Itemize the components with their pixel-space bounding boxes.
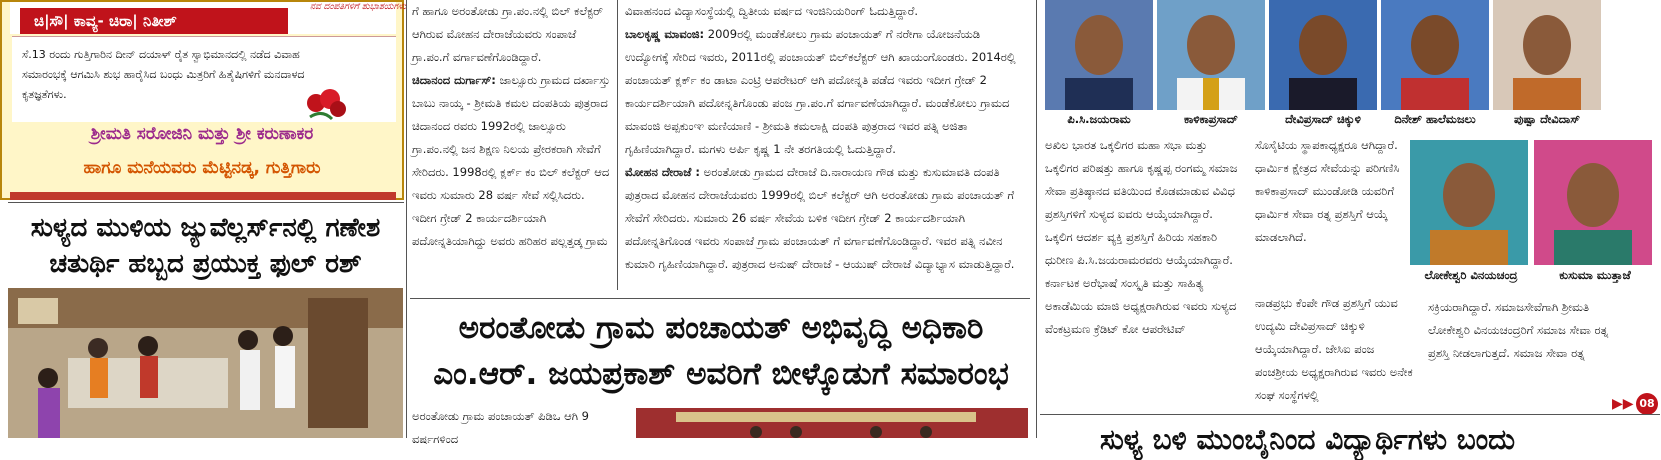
jewellery-store-photo [8, 288, 403, 438]
divider [1040, 414, 1660, 415]
paragraph: ಜಾಲ್ಸೂರು ಗ್ರಾಮದ ದರ್ಖಾಸ್ತು ಬಾಬು ನಾಯ್ಕ - ಶ್ರೀಮತಿ ಕಮಲ ದಂಪತಿಯ ಪುತ್ರರಾದ ಚಿದಾನಂದ ರವರು 1992ರಲ್ಲಿ ಜಾಲ್ಸೂರು ಗ್ರಾ.ಪಂ.ನಲ್ಲಿ ಜನ ಶಿಕ್ಷಣ ನಿಲಯ ಪ್ರೇರಕರಾಗಿ ಸೇವೆಗೆ ಸೇರಿದರು. 1998ರಲ್ಲಿ ಕ್ಲರ್ಕ್ ಕಂ ಬಿಲ್ ಕಲೆಕ್ಟರ್ ಆದ ಇವರು ಸುಮಾರು 28 ವರ್ಷ ಸೇವೆ ಸಲ್ಲಿಸಿದರು. ಇದೀಗ ಗ್ರೇಡ್ 2 ಕಾರ್ಯದರ್ಶಿಯಾಗಿ ಪದೋನ್ನತಿಯಾಗಿದ್ದು ಅವರು ಹರಿಹರ ಪಲ್ಲತ್ತಡ್ಕ ಗ್ರಾಮ [412, 73, 611, 248]
subhead-balakrishna: ಬಾಲಕೃಷ್ಣ ಮಾವಂಜಿ: [625, 27, 705, 41]
left-headline: ಸುಳ್ಯದ ಮುಳಿಯ ಜ್ಯುವೆಲ್ಲರ್ಸ್‌ನಲ್ಲಿ ಗಣೇಶ ಚತುರ್ಥಿ ಹಬ್ಬದ ಪ್ರಯುಕ್ತ ಫುಲ್ ರಶ್ [30, 213, 381, 279]
page-arrow-icon: ▶▶ [1612, 396, 1634, 412]
portrait-photo [1410, 140, 1528, 265]
column-divider [617, 0, 618, 290]
portrait-caption: ಪುಷ್ಪಾ ದೇವಿದಾಸ್ [1513, 112, 1581, 126]
ad-header [10, 2, 407, 34]
portrait-photo [1157, 0, 1265, 110]
portrait-row [1045, 0, 1661, 130]
divider [410, 298, 1030, 299]
award-article-col-1: ಅಖಿಲ ಭಾರತ ಒಕ್ಕಲಿಗರ ಮಹಾ ಸಭಾ ಮತ್ತು ಒಕ್ಕಲಿಗರ ಪರಿಷತ್ತು ಹಾಗೂ ಕೃಷ್ಣಪ್ಪ ರಂಗಮ್ಮ ಸಮಾಜ ಸೇವಾ ಪ್ರತಿಷ್ಠಾನದ ವತಿಯಿಂದ ಕೊಡಮಾಡುವ ವಿವಿಧ ಪ್ರಶಸ್ತಿಗಳಿಗೆ ಸುಳ್ಯದ ಐವರು ಆಯ್ಕೆಯಾಗಿದ್ದಾರೆ. ಒಕ್ಕಲಿಗ ಆದರ್ಶ ವ್ಯಕ್ತಿ ಪ್ರಶಸ್ತಿಗೆ ಹಿರಿಯ ಸಹಕಾರಿ ಧುರೀಣ ಪಿ.ಸಿ.ಜಯರಾಮರವರು ಆಯ್ಕೆಯಾಗಿದ್ದಾರೆ. ಕರ್ನಾಟಕ ಅರೆಭಾಷೆ ಸಂಸ್ಕೃತಿ ಮತ್ತು ಸಾಹಿತ್ಯ ಅಕಾಡೆಮಿಯ ಮಾಜಿ ಅಧ್ಯಕ್ಷರಾಗಿರುವ ಇವರು ಸುಳ್ಯದ ವೆಂಕಟ್ರಮಣ ಕ್ರೆಡಿಟ್ ಕೋ ಆಪರೇಟಿವ್ [1045, 138, 1238, 336]
column-divider [1036, 0, 1037, 438]
portrait-caption: ಲೋಕೇಶ್ವರಿ ವಿನಯಚಂದ್ರ [1424, 268, 1518, 282]
award-article-col-2: ಸೊಸೈಟಿಯ ಸ್ಥಾಪಕಾಧ್ಯಕ್ಷರೂ ಆಗಿದ್ದಾರೆ. ಧಾರ್ಮಿಕ ಕ್ಷೇತ್ರದ ಸೇವೆಯನ್ನು ಪರಿಗಣಿಸಿ ಕಾಳಿಕಾಪ್ರಸಾದ್ ಮುಂಡೋಡಿ ಯವರಿಗೆ ಧಾರ್ಮಿಕ ಸೇವಾ ರತ್ನ ಪ್ರಶಸ್ತಿಗೆ ಆಯ್ಕೆ ಮಾಡಲಾಗಿದೆ. [1255, 138, 1400, 244]
article-column-2 [412, 0, 612, 290]
award-article-col-3: ನಾಡಪ್ರಭು ಕೆಂಪೇ ಗೌಡ ಪ್ರಶಸ್ತಿಗೆ ಯುವ ಉದ್ಯಮಿ ದೇವಿಪ್ರಸಾದ್ ಚಿಕ್ಕುಳಿ ಆಯ್ಕೆಯಾಗಿದ್ದಾರೆ. ಜೇಸಿಐ ಪಂಜ ಪಂಚಶ್ರೀಯ ಅಧ್ಯಕ್ಷರಾಗಿರುವ ಇವರು ಅನೇಕ ಸಂಘ ಸಂಸ್ಥೆಗಳಲ್ಲಿ [1255, 296, 1413, 402]
ad-sender-line: ಶ್ರೀಮತಿ ಸರೋಜಿನಿ ಮತ್ತು ಶ್ರೀ ಕರುಣಾಕರ [90, 124, 314, 144]
portrait-caption: ಕುಸುಮಾ ಮುತ್ತಾಜೆ [1559, 268, 1631, 282]
ceremony-photo [636, 408, 1028, 438]
portrait-caption: ಪಿ.ಸಿ.ಜಯರಾಮ [1067, 112, 1131, 126]
portrait-photo [1045, 0, 1153, 110]
paragraph: ಅರಂತೋಡು ಗ್ರಾಮದ ದೇರಾಜೆ ದಿ.ನಾರಾಯಣ ಗೌಡ ಮತ್ತು ಕುಸುಮಾವತಿ ದಂಪತಿ ಪುತ್ರರಾದ ಮೋಹನ ದೇರಾಜೆಯವರು 1999ರಲ್ಲಿ ಬಿಲ್ ಕಲೆಕ್ಟರ್ ಆಗಿ ಅರಂತೋಡು ಗ್ರಾಮ ಪಂಚಾಯತ್ ಗೆ ಸೇವೆಗೆ ಸೇರಿದರು. ಸುಮಾರು 26 ವರ್ಷ ಸೇವೆಯ ಬಳಿಕ ಇದೀಗ ಗ್ರೇಡ್ 2 ಕಾರ್ಯದರ್ಶಿಯಾಗಿ ಪದೋನ್ನತಿಗೊಂಡ ಇವರು ಸಂಪಾಜೆ ಗ್ರಾಮ ಪಂಚಾಯತ್ ಗೆ ವರ್ಗಾವಣೆಗೊಂಡಿದ್ದಾರೆ. ಇವರ ಪತ್ನಿ ನವೀನ ಕುಮಾರಿ ಗೃಹಿಣಿಯಾಗಿದ್ದಾರೆ. ಪುತ್ರರಾದ ಅನುಷ್ ದೇರಾಜೆ - ಆಯುಷ್ ದೇರಾಜೆ ವಿದ್ಯಾಭ್ಯಾಸ ಮಾಡುತ್ತಿದ್ದಾರೆ. [625, 165, 1015, 271]
portrait-photo [1269, 0, 1377, 110]
paragraph: 2009ರಲ್ಲಿ ಮಂಡೆಕೋಲು ಗ್ರಾಮ ಪಂಚಾಯತ್ ಗೆ ನರೇಗಾ ಯೋಜನೆಯಡಿ ಉದ್ಯೋಗಕ್ಕೆ ಸೇರಿದ ಇವರು, 2011ರಲ್ಲಿ ಪಂಚಾಯತ್ ಬಿಲ್‌ಕಲೆಕ್ಟರ್ ಆಗಿ ಖಾಯಂಗೊಂಡರು. 2014ರಲ್ಲಿ ಪಂಚಾಯತ್ ಕ್ಲರ್ಕ್ ಕಂ ಡಾಟಾ ಎಂಟ್ರಿ ಆಪರೇಟರ್ ಆಗಿ ಪದೋನ್ನತಿ ಪಡೆದ ಇವರು ಇದೀಗ ಗ್ರೇಡ್ 2 ಕಾರ್ಯದರ್ಶಿಯಾಗಿ ಪದೋನ್ನತಿಗೊಂಡು ಪಂಜ ಗ್ರಾ.ಪಂ.ಗೆ ವರ್ಗಾವಣೆಯಾಗಿದ್ದಾರೆ. ಮಂಡೆಕೋಲು ಗ್ರಾಮದ ಮಾವಂಜಿ ಅಪ್ಪಕುಂಞ ಮಣಿಯಾಣಿ - ಶ್ರೀಮತಿ ಕಮಲಾಕ್ಷಿ ದಂಪತಿ ಪುತ್ರರಾದ ಇವರ ಪತ್ನಿ ಅಜಿತಾ ಗೃಹಿಣಿಯಾಗಿದ್ದಾರೆ. ಮಗಳು ಅರ್ಪಿ ಕೃಷ್ಣ 1 ನೇ ತರಗತಿಯಲ್ಲಿ ಓದುತ್ತಿದ್ದಾರೆ. [625, 27, 1016, 156]
portrait-caption: ದಿನೇಶ್ ಹಾಲೆಮಜಲು [1394, 112, 1476, 126]
paragraph: ಗೆ ಹಾಗೂ ಅರಂತೋಡು ಗ್ರಾ.ಪಂ.ನಲ್ಲಿ ಬಿಲ್ ಕಲೆಕ್ಟರ್ ಆಗಿರುವ ಮೋಹನ ದೇರಾಜೆಯವರು ಸಂಪಾಜೆ ಗ್ರಾ.ಪಂ.ಗೆ ವರ್ಗಾವಣೆಗೊಂಡಿದ್ದಾರೆ. [412, 4, 603, 64]
paragraph: ವಿವಾಹನಂದ ವಿದ್ಯಾಸಂಸ್ಥೆಯಲ್ಲಿ ದ್ವಿತೀಯ ವರ್ಷದ ಇಂಜಿನಿಯರಿಂಗ್ ಓದುತ್ತಿದ್ದಾರೆ. [625, 4, 918, 18]
next-headline: ಸುಳ್ಯ ಬಳಿ ಮುಂಬೈನಿಂದ ವಿದ್ಯಾರ್ಥಿಗಳು ಬಂದು [1100, 423, 1516, 456]
portrait-photo [1534, 140, 1652, 265]
subhead-mohana: ಮೋಹನ ದೇರಾಜೆ : [625, 165, 700, 179]
ad-message: ಸೆ.13 ರಂದು ಗುತ್ತಿಗಾರಿನ ದೀನ್ ದಯಾಳ್ ರೈತ ಸ್ವಾಭಿಮಾನದಲ್ಲಿ ನಡೆದ ವಿವಾಹ ಸಮಾರಂಭಕ್ಕೆ ಆಗಮಿಸಿ ಶುಭ ಹಾರೈಸಿದ ಬಂಧು ಮಿತ್ರರಿಗೆ ಹಿತೈಷಿಗಳಿಗೆ ಮನದಾಳದ ಕೃತಜ್ಞತೆಗಳು. [22, 48, 305, 101]
article-column-3 [625, 0, 1020, 290]
headline-line-2: ಎಂ.ಆರ್. ಜಯಪ್ರಕಾಶ್ ಅವರಿಗೆ ಬೀಳ್ಕೊಡುಗೆ ಸಮಾರಂಭ [433, 356, 1009, 392]
page-number-badge: 08 [1636, 393, 1658, 415]
ad-couple-names: ಚಿ|ಸೌ| ಕಾವ್ಯ- ಚಿರಾ| ನಿತೀಶ್ [20, 8, 288, 34]
article-bottom-text: ಅರಂತೋಡು ಗ್ರಾಮ ಪಂಚಾಯತ್ ಪಿಡಿಒ ಆಗಿ 9 ವರ್ಷಗಳಿಂದ [412, 409, 590, 446]
ad-corner-text: ನವ ದಂಪತಿಗಳಿಗೆ ಶುಭಾಶಯಗಳು [310, 2, 407, 12]
portrait-photo [1493, 0, 1601, 110]
portrait-caption: ಕಾಳಿಕಾಪ್ರಸಾದ್ [1184, 112, 1238, 126]
main-headline [412, 305, 1030, 397]
portrait-pair [1410, 140, 1660, 290]
headline-line-1: ಅರಂತೋಡು ಗ್ರಾಮ ಪಂಚಾಯತ್ ಅಭಿವೃದ್ಧಿ ಅಧಿಕಾರಿ [458, 310, 984, 346]
portrait-photo [1381, 0, 1489, 110]
portrait-caption: ದೇವಿಪ್ರಸಾದ್ ಚಿಕ್ಕುಳಿ [1285, 112, 1361, 126]
column-divider [406, 0, 407, 438]
greeting-ad [0, 0, 407, 200]
ad-bottom-bar [10, 192, 396, 200]
divider [8, 202, 404, 203]
rose-icon [302, 87, 350, 121]
award-article-col-4: ಸಕ್ರಿಯರಾಗಿದ್ದಾರೆ. ಸಮಾಜಸೇವೆಗಾಗಿ ಶ್ರೀಮತಿ ಲೋಕೇಶ್ವರಿ ವಿನಯಚಂದ್ರರಿಗೆ ಸಮಾಜ ಸೇವಾ ರತ್ನ ಪ್ರಶಸ್ತಿ ನೀಡಲಾಗುತ್ತದೆ. ಸಮಾಜ ಸೇವಾ ರತ್ನ [1428, 300, 1609, 360]
ad-sender-place: ಹಾಗೂ ಮನೆಯವರು ಮೆಟ್ಟಿನಡ್ಕ, ಗುತ್ತಿಗಾರು [83, 158, 321, 178]
subhead-chidananda: ಚಿದಾನಂದ ದುರ್ಗಾಸ್: [412, 73, 496, 87]
ad-message-box [12, 36, 396, 122]
